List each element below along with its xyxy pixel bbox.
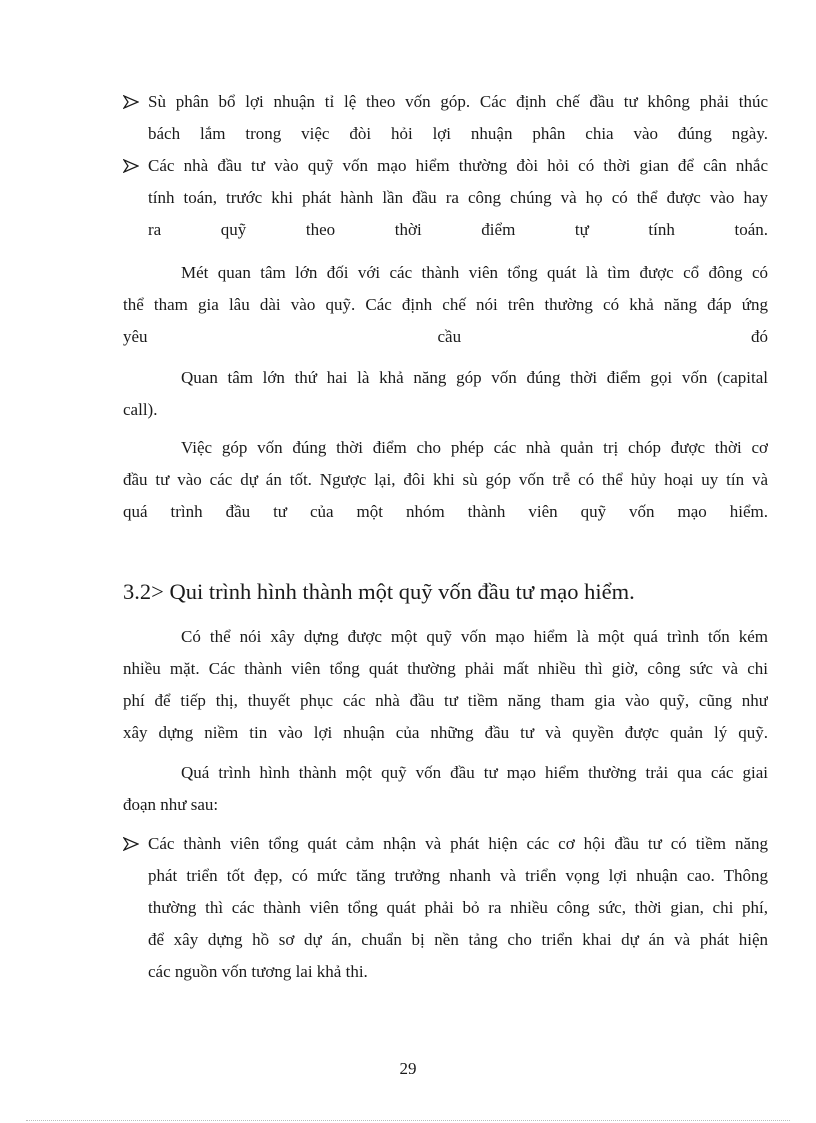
bullet-line: tính toán, trước khi phát hành lần đầu ra công chúng và họ có thể được vào hay [148,188,768,207]
page-bottom-divider [26,1120,790,1121]
paragraph-line: Mét quan tâm lớn đối với các thành viên tổng quát là tìm được cổ đông có [181,263,768,282]
arrow-bullet-icon [123,150,143,182]
bullet-line: bách lắm trong việc đòi hỏi lợi nhuận phân chia vào đúng ngày. [148,124,768,143]
paragraph-line: Quan tâm lớn thứ hai là khả năng góp vốn đúng thời điểm gọi vốn (capital [181,368,768,387]
paragraph-long-term-shareholders [123,257,768,353]
paragraph-fund-building [123,621,768,749]
paragraph-timely-contribution [123,432,768,528]
paragraph-line: đoạn như sau: [123,795,219,814]
paragraph-line: nhiều mặt. Các thành viên tổng quát thường phải mất nhiều thì giờ, công sức và chi [123,659,768,678]
paragraph-line: call). [123,400,158,419]
paragraph-line: thể tham gia lâu dài vào quỹ. Các định chế nói trên thường có khả năng đáp ứng [123,295,768,314]
paragraph-line: Quá trình hình thành một quỹ vốn đầu tư mạo hiểm thường trải qua các giai [181,763,768,782]
arrow-bullet-icon [123,86,143,118]
bullet-item-opportunity-detection [123,828,768,988]
bullet-line: các nguồn vốn tương lai khả thi. [148,962,368,981]
bullet-line: thường thì các thành viên tổng quát phải bỏ ra nhiều công sức, thời gian, chi phí, [148,898,768,917]
section-heading: 3.2> Qui trình hình thành một quỹ vốn đầu tư mạo hiểm. [123,579,635,604]
paragraph-line: đầu tư vào các dự án tốt. Ngược lại, đôi khi sù góp vốn trễ có thể hủy hoại uy tín và [123,470,768,489]
bullet-line: phát triển tốt đẹp, có mức tăng trưởng nhanh và triển vọng lợi nhuận cao. Thông [148,866,768,885]
bullet-line: để xây dựng hồ sơ dự án, chuẩn bị nền tảng cho triển khai dự án và phát hiện [148,930,768,949]
bullet-list-bottom [123,828,768,988]
paragraph-stages-intro [123,757,768,821]
bullet-list-top [123,86,768,246]
bullet-line: Các thành viên tổng quát cảm nhận và phát hiện các cơ hội đầu tư có tiềm năng [148,834,768,853]
bullet-item-profit-sharing [123,86,768,150]
bullet-item-investor-time [123,150,768,246]
arrow-bullet-icon [123,828,143,860]
paragraph-line: quá trình đầu tư của một nhóm thành viên quỹ vốn mạo hiểm. [123,502,768,521]
bullet-line: Sù phân bổ lợi nhuận tỉ lệ theo vốn góp. Các định chế đầu tư không phải thúc [148,92,768,111]
paragraph-line: phí để tiếp thị, thuyết phục các nhà đầu tư tiềm năng tham gia vào quỹ, cũng như [123,691,768,710]
paragraph-line: xây dựng niềm tin vào lợi nhuận của những đầu tư và quyền được quản lý quỹ. [123,723,768,742]
paragraph-line: Việc góp vốn đúng thời điểm cho phép các nhà quản trị chóp được thời cơ [181,438,768,457]
page-number: 29 [399,1059,417,1078]
paragraph-capital-call [123,362,768,426]
paragraph-line: yêu cầu đó [123,327,768,346]
bullet-line: ra quỹ theo thời điểm tự tính toán. [148,220,768,239]
bullet-line: Các nhà đầu tư vào quỹ vốn mạo hiểm thường đòi hỏi có thời gian để cân nhắc [148,156,768,175]
paragraph-line: Có thể nói xây dựng được một quỹ vốn mạo hiểm là một quá trình tốn kém [181,627,768,646]
